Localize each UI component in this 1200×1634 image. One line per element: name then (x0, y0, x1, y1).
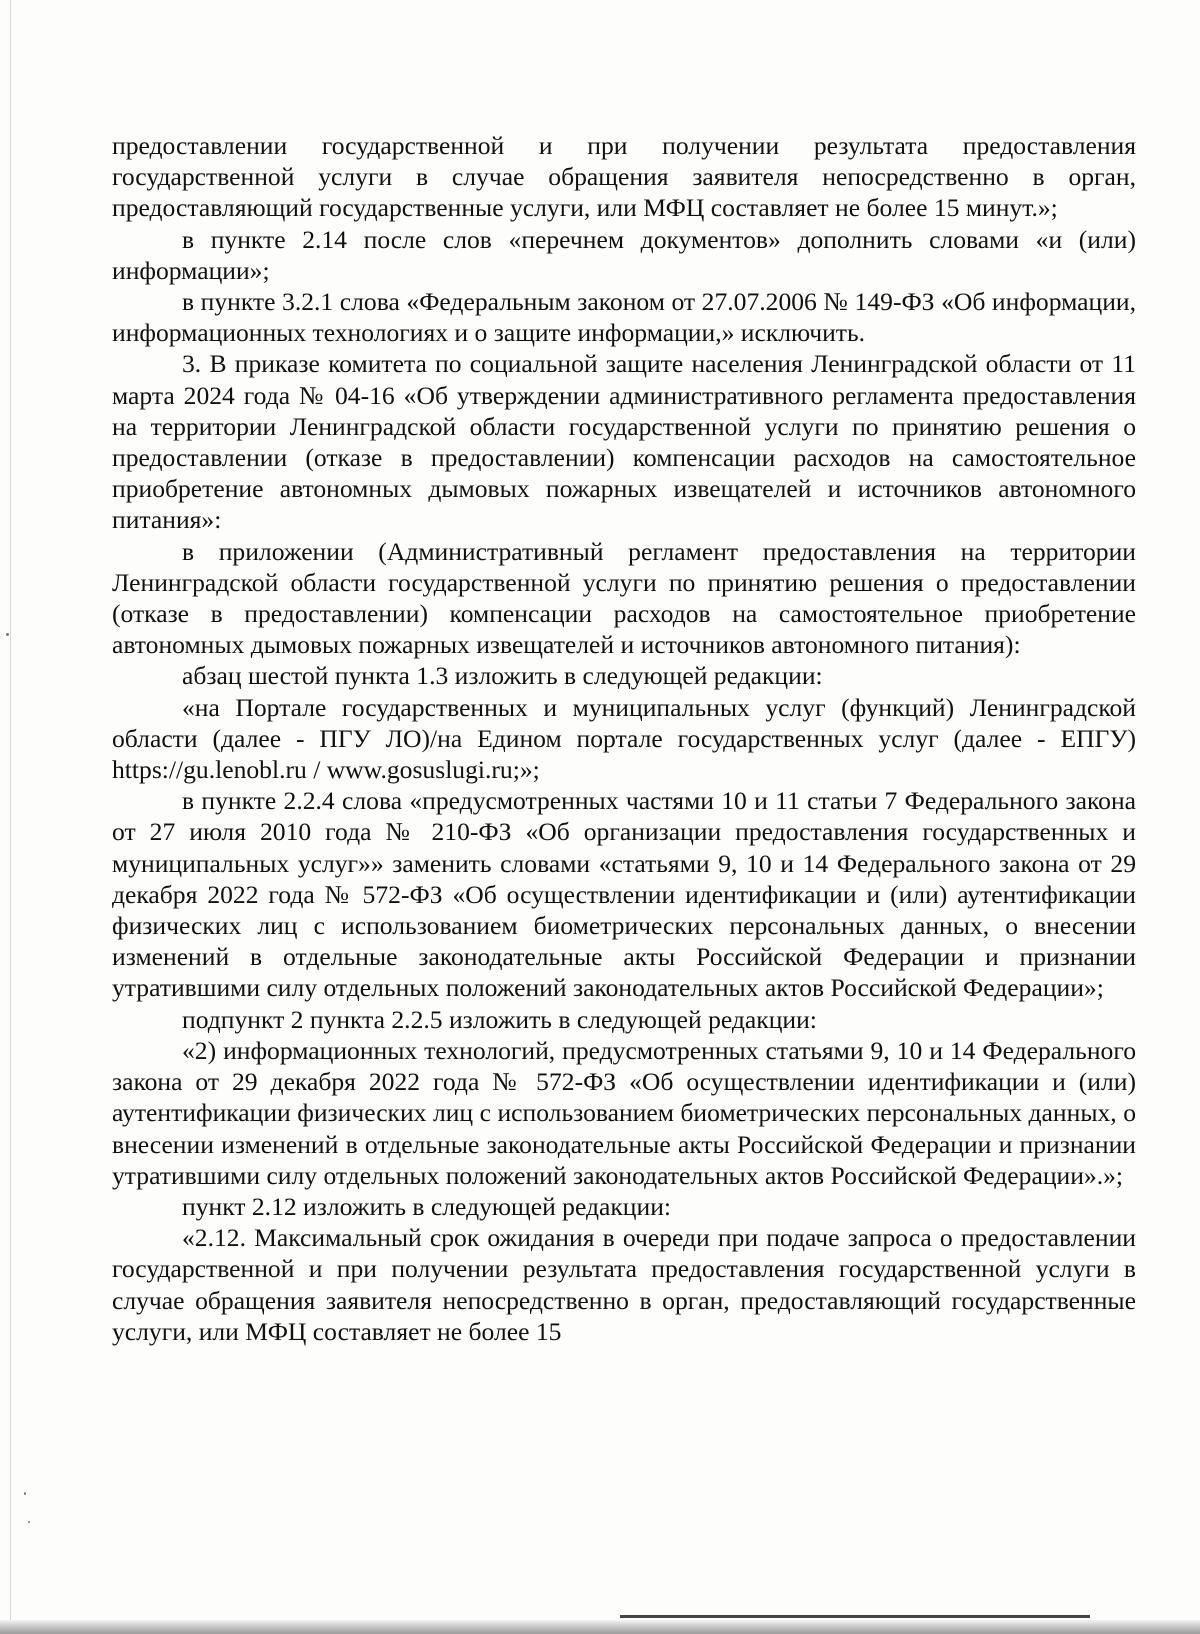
paragraph-appendix: в приложении (Административный регламент предоставления на территории Ленинградской области государственной услуги по принятию решения о предоставлении (отказе в предоставлении) компенсации расходов на самостоятельное приобретение автономных дымовых пожарных извещателей и источников автономного питания): (112, 536, 1136, 660)
paragraph-item-2-2-4: в пункте 2.2.4 слова «предусмотренных частями 10 и 11 статьи 7 Федерального закона от 27 июля 2010 года № 210-ФЗ «Об организации предоставления государственных и муниципальных услуг»» заменить словами «статьями 9, 10 и 14 Федерального закона от 29 декабря 2022 года № 572-ФЗ «Об осуществлении идентификации и (или) аутентификации физических лиц с использованием биометрических персональных данных, о внесении изменений в отдельные законодательные акты Российской Федерации и признании утратившими силу отдельных положений законодательных актов Российской Федерации»; (112, 786, 1136, 1003)
paragraph-2-12-quote: «2.12. Максимальный срок ожидания в очереди при подаче запроса о предоставлении государственной и при получении результата предоставления государственной услуги в случае обращения заявителя непосредственно в орган, предоставляющий государственные услуги, или МФЦ составляет не более 15 (112, 1223, 1136, 1346)
paragraph-section-3: 3. В приказе комитета по социальной защите населения Ленинградской области от 11 марта 2024 года № 04-16 «Об утверждении административного регламента предоставления на территории Ленинградской области государственной услуги по принятию решения о предоставлении (отказе в предоставлении) компенсации расходов на самостоятельное приобретение автономных дымовых пожарных извещателей и источников автономного питания»: (112, 349, 1136, 535)
scan-dot (6, 633, 9, 636)
paragraph-item-2-12: пункт 2.12 изложить в следующей редакции: (182, 1191, 672, 1221)
scan-dot (28, 1521, 30, 1523)
paragraph-continuation: предоставлении государственной и при получении результата предоставления государственной услуги в случае обращения заявителя непосредственно в орган, предоставляющий государственные услуги, или МФЦ составляет не более 15 минут.»; (112, 131, 1136, 223)
paragraph-item-1-3: абзац шестой пункта 1.3 изложить в следующей редакции: (182, 661, 823, 691)
paragraph-it-quote: «2) информационных технологий, предусмотренных статьями 9, 10 и 14 Федерального закона от 29 декабря 2022 года № 572-ФЗ «Об осуществлении идентификации и (или) аутентификации физических лиц с использованием биометрических персональных данных, о внесении изменений в отдельные законодательные акты Российской Федерации и признании утратившими силу отдельных положений законодательных актов Российской Федерации».»; (112, 1035, 1136, 1190)
paragraph-item-3-2-1: в пункте 3.2.1 слова «Федеральным законом от 27.07.2006 № 149-ФЗ «Об информации, информационных технологиях и о защите информации,» исключить. (112, 287, 1136, 348)
paragraph-item-2-14: в пункте 2.14 после слов «перечнем документов» дополнить словами «и (или) информации»; (112, 224, 1136, 285)
paragraph-portal-quote: «на Портале государственных и муниципальных услуг (функций) Ленинградской области (далее - ПГУ ЛО)/на Едином портале государственных услуг (далее - ЕПГУ) https://gu.lenobl.ru / www.gosuslugi.ru;»; (112, 692, 1136, 785)
scan-bottom-line (620, 1615, 1090, 1618)
scan-dot (24, 1492, 26, 1495)
paragraph-item-2-2-5: подпункт 2 пункта 2.2.5 изложить в следующей редакции: (182, 1004, 817, 1034)
scan-edge-left (10, 0, 11, 1634)
scan-bottom-edge (0, 1620, 1200, 1634)
document-text (112, 130, 1136, 1347)
